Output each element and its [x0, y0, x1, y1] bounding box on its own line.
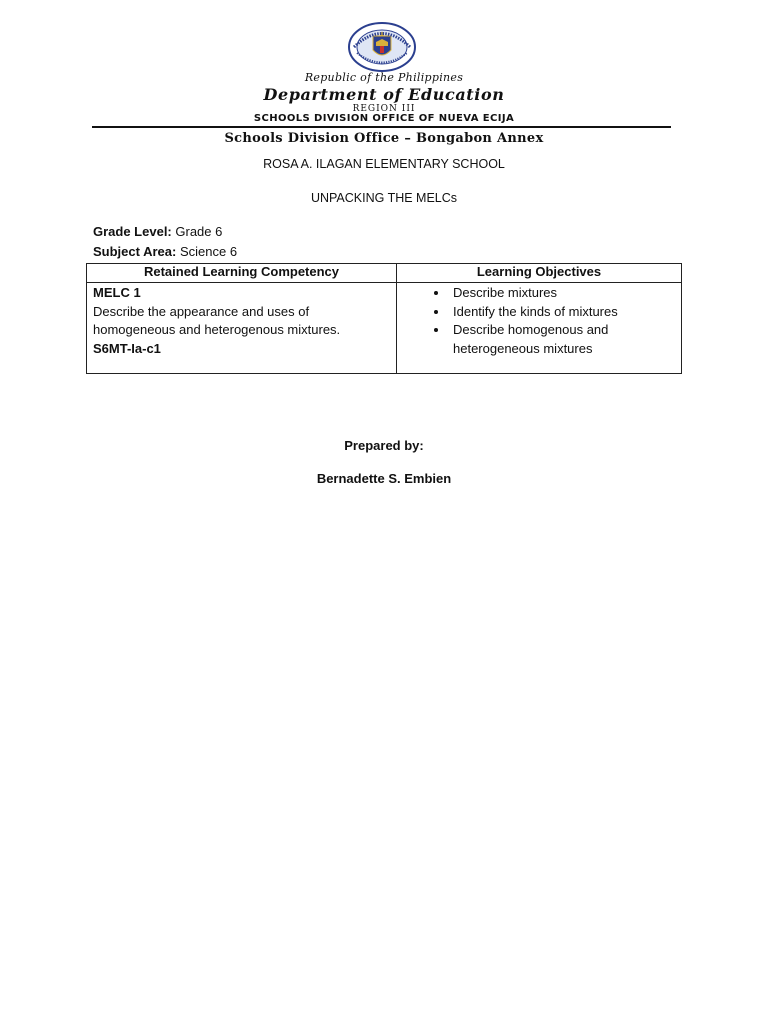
competency-cell [87, 283, 397, 374]
grade-level-value: Grade 6 [175, 224, 223, 239]
competency-code: S6MT-Ia-c1 [93, 340, 161, 356]
melc-table [86, 263, 682, 374]
preparer-name: Bernadette S. Embien [316, 471, 452, 486]
subject-area-label: Subject Area: [93, 244, 177, 259]
grade-level-field [93, 224, 222, 239]
header-divider [92, 126, 671, 128]
objectives-cell [397, 283, 682, 374]
office-name: Schools Division Office – Bongabon Annex [224, 131, 544, 146]
subject-area-field [93, 244, 237, 259]
prepared-by-label: Prepared by: [344, 438, 424, 453]
subject-area-value: Science 6 [179, 244, 238, 259]
division-office-line: SCHOOLS DIVISION OFFICE OF NUEVA ECIJA [253, 113, 515, 124]
list-item: • Describe mixtures [449, 284, 675, 303]
competency-description: Describe the appearance and uses of homogeneous and heterogenous mixtures. [93, 303, 341, 337]
region-line: REGION III [352, 104, 416, 114]
republic-line: Republic of the Philippines [304, 71, 464, 84]
deped-seal-icon [347, 22, 417, 72]
table-row [87, 283, 682, 374]
competency-title: MELC 1 [93, 285, 141, 300]
document-title: UNPACKING THE MELCs [310, 191, 458, 205]
department-name: Department of Education [263, 85, 505, 104]
header-competency: Retained Learning Competency [87, 264, 397, 283]
list-item: • Identify the kinds of mixtures [449, 303, 675, 322]
list-item: • Describe homogenous and heterogeneous mixtures [449, 321, 675, 358]
header-objectives: Learning Objectives [397, 264, 682, 283]
table-header-row [87, 264, 682, 283]
grade-level-label: Grade Level: [93, 224, 172, 239]
school-name: ROSA A. ILAGAN ELEMENTARY SCHOOL [263, 157, 505, 171]
objectives-list [403, 284, 675, 358]
